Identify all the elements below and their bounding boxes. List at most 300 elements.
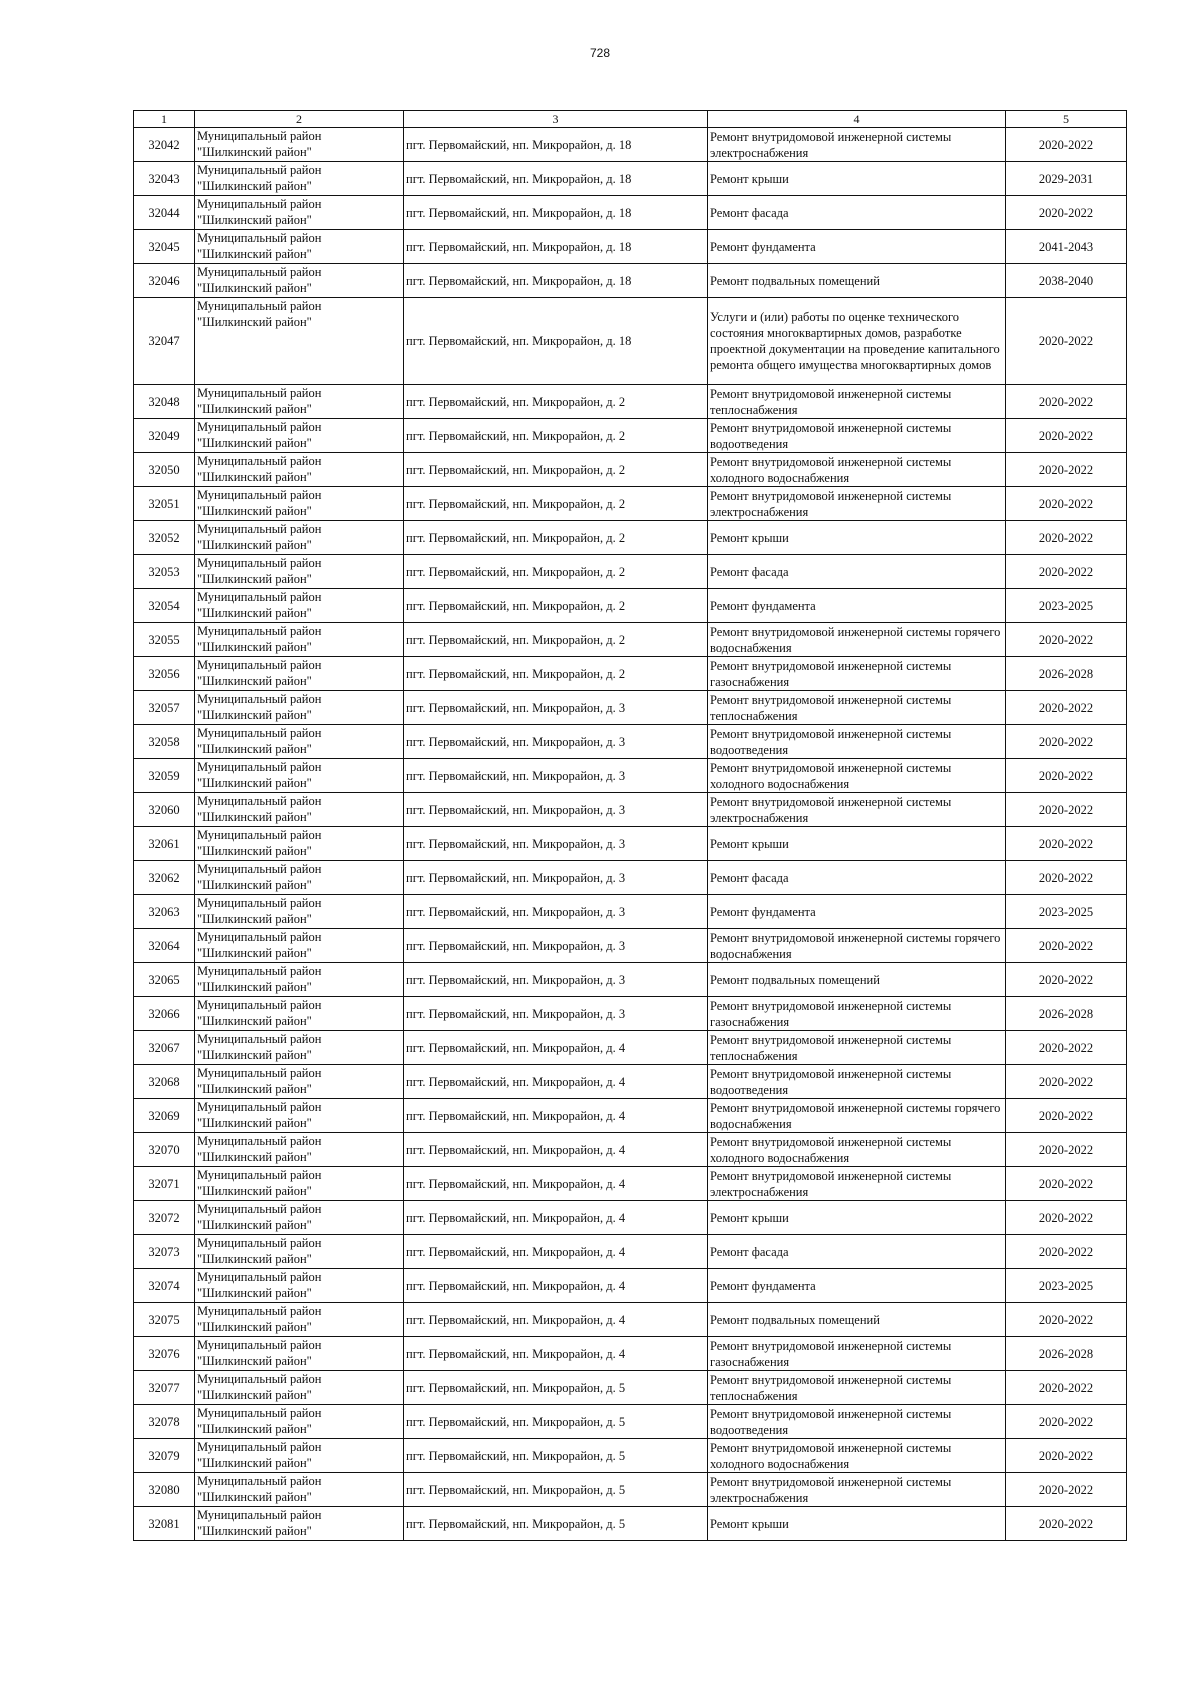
district-name-line: Муниципальный район <box>197 794 322 808</box>
table-row <box>134 929 1127 963</box>
work-type-cell: Ремонт внутридомовой инженерной системы водоотведения <box>708 725 1006 759</box>
district-cell <box>195 1201 404 1235</box>
period-cell: 2023-2025 <box>1006 895 1127 929</box>
table-row <box>134 895 1127 929</box>
row-number-cell: 32070 <box>134 1133 195 1167</box>
district-cell <box>195 521 404 555</box>
district-name-line: Муниципальный район <box>197 964 322 978</box>
district-name-line: "Шилкинский район" <box>197 912 312 926</box>
address-cell: пгт. Первомайский, нп. Микрорайон, д. 18 <box>404 196 708 230</box>
district-name-line: Муниципальный район <box>197 1406 322 1420</box>
district-name-line: Муниципальный район <box>197 1202 322 1216</box>
district-cell <box>195 487 404 521</box>
work-type-cell: Ремонт внутридомовой инженерной системы горячего водоснабжения <box>708 1099 1006 1133</box>
district-name-line: "Шилкинский район" <box>197 1014 312 1028</box>
row-number-cell: 32055 <box>134 623 195 657</box>
address-cell: пгт. Первомайский, нп. Микрорайон, д. 2 <box>404 623 708 657</box>
district-name-line: Муниципальный район <box>197 197 322 211</box>
address-cell: пгт. Первомайский, нп. Микрорайон, д. 4 <box>404 1099 708 1133</box>
work-type-cell: Ремонт подвальных помещений <box>708 963 1006 997</box>
work-type-cell: Ремонт внутридомовой инженерной системы электроснабжения <box>708 1167 1006 1201</box>
table-row <box>134 1201 1127 1235</box>
district-name-line: Муниципальный район <box>197 1508 322 1522</box>
work-type-cell: Ремонт внутридомовой инженерной системы электроснабжения <box>708 128 1006 162</box>
address-cell: пгт. Первомайский, нп. Микрорайон, д. 4 <box>404 1167 708 1201</box>
period-cell: 2020-2022 <box>1006 1303 1127 1337</box>
work-type-cell: Ремонт внутридомовой инженерной системы газоснабжения <box>708 997 1006 1031</box>
row-number-cell: 32044 <box>134 196 195 230</box>
period-cell: 2020-2022 <box>1006 725 1127 759</box>
district-name-line: Муниципальный район <box>197 1372 322 1386</box>
district-name-line: Муниципальный район <box>197 265 322 279</box>
table-row <box>134 264 1127 298</box>
district-name-line: "Шилкинский район" <box>197 436 312 450</box>
table-row <box>134 555 1127 589</box>
district-name-line: "Шилкинский район" <box>197 1218 312 1232</box>
address-cell: пгт. Первомайский, нп. Микрорайон, д. 18 <box>404 264 708 298</box>
period-cell: 2020-2022 <box>1006 691 1127 725</box>
work-type-cell: Ремонт подвальных помещений <box>708 1303 1006 1337</box>
district-name-line: "Шилкинский район" <box>197 213 312 227</box>
table-row <box>134 453 1127 487</box>
period-cell: 2020-2022 <box>1006 623 1127 657</box>
row-number-cell: 32076 <box>134 1337 195 1371</box>
table-row <box>134 162 1127 196</box>
district-name-line: "Шилкинский район" <box>197 572 312 586</box>
row-number-cell: 32074 <box>134 1269 195 1303</box>
period-cell: 2026-2028 <box>1006 997 1127 1031</box>
work-type-cell: Ремонт крыши <box>708 162 1006 196</box>
district-name-line: "Шилкинский район" <box>197 281 312 295</box>
address-cell: пгт. Первомайский, нп. Микрорайон, д. 3 <box>404 793 708 827</box>
work-type-cell: Ремонт фундамента <box>708 895 1006 929</box>
address-cell: пгт. Первомайский, нп. Микрорайон, д. 2 <box>404 453 708 487</box>
district-cell <box>195 895 404 929</box>
district-cell <box>195 861 404 895</box>
period-cell: 2029-2031 <box>1006 162 1127 196</box>
address-cell: пгт. Первомайский, нп. Микрорайон, д. 3 <box>404 725 708 759</box>
table-row <box>134 1303 1127 1337</box>
address-cell: пгт. Первомайский, нп. Микрорайон, д. 2 <box>404 589 708 623</box>
period-cell: 2020-2022 <box>1006 1065 1127 1099</box>
district-name-line: Муниципальный район <box>197 624 322 638</box>
address-cell: пгт. Первомайский, нп. Микрорайон, д. 3 <box>404 691 708 725</box>
table-row <box>134 1439 1127 1473</box>
district-name-line: "Шилкинский район" <box>197 878 312 892</box>
work-type-cell: Ремонт фасада <box>708 861 1006 895</box>
address-cell: пгт. Первомайский, нп. Микрорайон, д. 3 <box>404 827 708 861</box>
table-row <box>134 1337 1127 1371</box>
row-number-cell: 32067 <box>134 1031 195 1065</box>
table-row <box>134 657 1127 691</box>
district-cell <box>195 1303 404 1337</box>
period-cell: 2026-2028 <box>1006 1337 1127 1371</box>
address-cell: пгт. Первомайский, нп. Микрорайон, д. 4 <box>404 1031 708 1065</box>
work-type-cell: Ремонт внутридомовой инженерной системы электроснабжения <box>708 487 1006 521</box>
row-number-cell: 32064 <box>134 929 195 963</box>
period-cell: 2020-2022 <box>1006 298 1127 385</box>
table-row <box>134 1133 1127 1167</box>
district-name-line: Муниципальный район <box>197 420 322 434</box>
work-type-cell: Ремонт крыши <box>708 827 1006 861</box>
district-name-line: "Шилкинский район" <box>197 776 312 790</box>
district-name-line: Муниципальный район <box>197 1338 322 1352</box>
work-type-cell: Услуги и (или) работы по оценке технического состояния многоквартирных домов, разработке проектной документации на проведение капитального ремонта общего имущества многоквартирных домов <box>708 298 1006 385</box>
district-cell <box>195 1337 404 1371</box>
district-name-line: Муниципальный район <box>197 1168 322 1182</box>
address-cell: пгт. Первомайский, нп. Микрорайон, д. 3 <box>404 759 708 793</box>
district-name-line: "Шилкинский район" <box>197 470 312 484</box>
period-cell: 2020-2022 <box>1006 1439 1127 1473</box>
table-row <box>134 623 1127 657</box>
district-name-line: Муниципальный район <box>197 129 322 143</box>
table-row <box>134 793 1127 827</box>
row-number-cell: 32046 <box>134 264 195 298</box>
table-row <box>134 1167 1127 1201</box>
table-row <box>134 1371 1127 1405</box>
work-type-cell: Ремонт фундамента <box>708 589 1006 623</box>
district-name-line: Муниципальный район <box>197 1100 322 1114</box>
table-row <box>134 487 1127 521</box>
row-number-cell: 32078 <box>134 1405 195 1439</box>
work-type-cell: Ремонт внутридомовой инженерной системы теплоснабжения <box>708 691 1006 725</box>
address-cell: пгт. Первомайский, нп. Микрорайон, д. 3 <box>404 861 708 895</box>
district-cell <box>195 1507 404 1541</box>
work-type-cell: Ремонт крыши <box>708 1507 1006 1541</box>
district-name-line: Муниципальный район <box>197 488 322 502</box>
district-name-line: "Шилкинский район" <box>197 1048 312 1062</box>
district-name-line: Муниципальный район <box>197 1236 322 1250</box>
period-cell: 2038-2040 <box>1006 264 1127 298</box>
address-cell: пгт. Первомайский, нп. Микрорайон, д. 4 <box>404 1201 708 1235</box>
period-cell: 2020-2022 <box>1006 793 1127 827</box>
period-cell: 2026-2028 <box>1006 657 1127 691</box>
district-name-line: "Шилкинский район" <box>197 674 312 688</box>
work-type-cell: Ремонт фасада <box>708 555 1006 589</box>
row-number-cell: 32053 <box>134 555 195 589</box>
district-cell <box>195 725 404 759</box>
district-cell <box>195 128 404 162</box>
table-row <box>134 725 1127 759</box>
district-name-line: "Шилкинский район" <box>197 1184 312 1198</box>
row-number-cell: 32051 <box>134 487 195 521</box>
period-cell: 2020-2022 <box>1006 1405 1127 1439</box>
address-cell: пгт. Первомайский, нп. Микрорайон, д. 4 <box>404 1269 708 1303</box>
table-row <box>134 230 1127 264</box>
district-cell <box>195 1133 404 1167</box>
district-cell <box>195 1269 404 1303</box>
district-cell <box>195 793 404 827</box>
address-cell: пгт. Первомайский, нп. Микрорайон, д. 5 <box>404 1405 708 1439</box>
row-number-cell: 32058 <box>134 725 195 759</box>
work-type-cell: Ремонт внутридомовой инженерной системы теплоснабжения <box>708 1371 1006 1405</box>
district-name-line: "Шилкинский район" <box>197 1252 312 1266</box>
district-cell <box>195 1099 404 1133</box>
table-row <box>134 521 1127 555</box>
period-cell: 2020-2022 <box>1006 385 1127 419</box>
row-number-cell: 32066 <box>134 997 195 1031</box>
work-type-cell: Ремонт внутридомовой инженерной системы теплоснабжения <box>708 1031 1006 1065</box>
table-row <box>134 128 1127 162</box>
district-cell <box>195 623 404 657</box>
column-header: 3 <box>404 111 708 128</box>
row-number-cell: 32054 <box>134 589 195 623</box>
address-cell: пгт. Первомайский, нп. Микрорайон, д. 4 <box>404 1133 708 1167</box>
district-cell <box>195 827 404 861</box>
period-cell: 2020-2022 <box>1006 1473 1127 1507</box>
work-type-cell: Ремонт фундамента <box>708 1269 1006 1303</box>
work-type-cell: Ремонт внутридомовой инженерной системы холодного водоснабжения <box>708 759 1006 793</box>
district-cell <box>195 555 404 589</box>
work-type-cell: Ремонт внутридомовой инженерной системы газоснабжения <box>708 657 1006 691</box>
district-name-line: "Шилкинский район" <box>197 606 312 620</box>
row-number-cell: 32068 <box>134 1065 195 1099</box>
work-type-cell: Ремонт внутридомовой инженерной системы холодного водоснабжения <box>708 1133 1006 1167</box>
table-row <box>134 861 1127 895</box>
address-cell: пгт. Первомайский, нп. Микрорайон, д. 18 <box>404 128 708 162</box>
district-cell <box>195 657 404 691</box>
work-type-cell: Ремонт внутридомовой инженерной системы водоотведения <box>708 419 1006 453</box>
page-number: 728 <box>589 46 611 60</box>
district-cell <box>195 453 404 487</box>
table-row <box>134 827 1127 861</box>
district-cell <box>195 230 404 264</box>
district-name-line: Муниципальный район <box>197 1270 322 1284</box>
row-number-cell: 32071 <box>134 1167 195 1201</box>
district-name-line: "Шилкинский район" <box>197 980 312 994</box>
address-cell: пгт. Первомайский, нп. Микрорайон, д. 2 <box>404 385 708 419</box>
district-name-line: "Шилкинский район" <box>197 810 312 824</box>
district-name-line: "Шилкинский район" <box>197 1354 312 1368</box>
row-number-cell: 32057 <box>134 691 195 725</box>
district-name-line: Муниципальный район <box>197 1474 322 1488</box>
table-row <box>134 1031 1127 1065</box>
district-name-line: Муниципальный район <box>197 760 322 774</box>
address-cell: пгт. Первомайский, нп. Микрорайон, д. 18 <box>404 230 708 264</box>
row-number-cell: 32052 <box>134 521 195 555</box>
district-cell <box>195 759 404 793</box>
column-header: 1 <box>134 111 195 128</box>
address-cell: пгт. Первомайский, нп. Микрорайон, д. 18 <box>404 298 708 385</box>
district-cell <box>195 298 404 385</box>
table-row <box>134 1507 1127 1541</box>
table-row <box>134 1065 1127 1099</box>
registry-table-body <box>134 111 1127 1541</box>
district-name-line: "Шилкинский район" <box>197 1388 312 1402</box>
row-number-cell: 32061 <box>134 827 195 861</box>
period-cell: 2020-2022 <box>1006 1201 1127 1235</box>
period-cell: 2023-2025 <box>1006 1269 1127 1303</box>
row-number-cell: 32045 <box>134 230 195 264</box>
period-cell: 2020-2022 <box>1006 1133 1127 1167</box>
table-row <box>134 1099 1127 1133</box>
district-name-line: Муниципальный район <box>197 556 322 570</box>
work-type-cell: Ремонт крыши <box>708 521 1006 555</box>
district-cell <box>195 1371 404 1405</box>
district-name-line: Муниципальный район <box>197 692 322 706</box>
district-cell <box>195 589 404 623</box>
period-cell: 2020-2022 <box>1006 1371 1127 1405</box>
row-number-cell: 32056 <box>134 657 195 691</box>
row-number-cell: 32075 <box>134 1303 195 1337</box>
work-type-cell: Ремонт внутридомовой инженерной системы газоснабжения <box>708 1337 1006 1371</box>
district-cell <box>195 196 404 230</box>
work-type-cell: Ремонт внутридомовой инженерной системы теплоснабжения <box>708 385 1006 419</box>
work-type-cell: Ремонт фундамента <box>708 230 1006 264</box>
district-name-line: Муниципальный район <box>197 658 322 672</box>
district-name-line: Муниципальный район <box>197 299 322 313</box>
address-cell: пгт. Первомайский, нп. Микрорайон, д. 3 <box>404 997 708 1031</box>
period-cell: 2020-2022 <box>1006 419 1127 453</box>
district-name-line: "Шилкинский район" <box>197 538 312 552</box>
district-name-line: "Шилкинский район" <box>197 315 312 329</box>
district-name-line: Муниципальный район <box>197 828 322 842</box>
period-cell: 2020-2022 <box>1006 861 1127 895</box>
table-row <box>134 963 1127 997</box>
district-name-line: "Шилкинский район" <box>197 1320 312 1334</box>
row-number-cell: 32069 <box>134 1099 195 1133</box>
district-cell <box>195 1439 404 1473</box>
district-name-line: "Шилкинский район" <box>197 640 312 654</box>
row-number-cell: 32060 <box>134 793 195 827</box>
district-cell <box>195 963 404 997</box>
district-name-line: Муниципальный район <box>197 1032 322 1046</box>
address-cell: пгт. Первомайский, нп. Микрорайон, д. 3 <box>404 929 708 963</box>
district-cell <box>195 691 404 725</box>
district-name-line: "Шилкинский район" <box>197 1524 312 1538</box>
row-number-cell: 32059 <box>134 759 195 793</box>
table-row <box>134 1269 1127 1303</box>
district-name-line: "Шилкинский район" <box>197 1490 312 1504</box>
address-cell: пгт. Первомайский, нп. Микрорайон, д. 5 <box>404 1371 708 1405</box>
address-cell: пгт. Первомайский, нп. Микрорайон, д. 5 <box>404 1507 708 1541</box>
period-cell: 2020-2022 <box>1006 453 1127 487</box>
district-name-line: Муниципальный район <box>197 590 322 604</box>
row-number-cell: 32079 <box>134 1439 195 1473</box>
district-cell <box>195 162 404 196</box>
address-cell: пгт. Первомайский, нп. Микрорайон, д. 4 <box>404 1303 708 1337</box>
district-name-line: "Шилкинский район" <box>197 179 312 193</box>
work-type-cell: Ремонт внутридомовой инженерной системы горячего водоснабжения <box>708 929 1006 963</box>
district-cell <box>195 385 404 419</box>
address-cell: пгт. Первомайский, нп. Микрорайон, д. 5 <box>404 1439 708 1473</box>
table-row <box>134 1235 1127 1269</box>
district-cell <box>195 1235 404 1269</box>
address-cell: пгт. Первомайский, нп. Микрорайон, д. 2 <box>404 657 708 691</box>
row-number-cell: 32073 <box>134 1235 195 1269</box>
district-name-line: "Шилкинский район" <box>197 402 312 416</box>
column-header: 4 <box>708 111 1006 128</box>
district-name-line: Муниципальный район <box>197 930 322 944</box>
table-row <box>134 1473 1127 1507</box>
district-cell <box>195 929 404 963</box>
district-name-line: "Шилкинский район" <box>197 1150 312 1164</box>
address-cell: пгт. Первомайский, нп. Микрорайон, д. 3 <box>404 895 708 929</box>
period-cell: 2020-2022 <box>1006 963 1127 997</box>
row-number-cell: 32043 <box>134 162 195 196</box>
work-type-cell: Ремонт крыши <box>708 1201 1006 1235</box>
work-type-cell: Ремонт фасада <box>708 1235 1006 1269</box>
work-type-cell: Ремонт внутридомовой инженерной системы водоотведения <box>708 1405 1006 1439</box>
row-number-cell: 32062 <box>134 861 195 895</box>
address-cell: пгт. Первомайский, нп. Микрорайон, д. 2 <box>404 555 708 589</box>
district-name-line: Муниципальный район <box>197 386 322 400</box>
district-name-line: Муниципальный район <box>197 163 322 177</box>
work-type-cell: Ремонт внутридомовой инженерной системы холодного водоснабжения <box>708 1439 1006 1473</box>
row-number-cell: 32080 <box>134 1473 195 1507</box>
work-type-cell: Ремонт внутридомовой инженерной системы горячего водоснабжения <box>708 623 1006 657</box>
work-type-cell: Ремонт фасада <box>708 196 1006 230</box>
district-name-line: "Шилкинский район" <box>197 1082 312 1096</box>
row-number-cell: 32081 <box>134 1507 195 1541</box>
district-name-line: Муниципальный район <box>197 726 322 740</box>
repair-registry-table <box>133 110 1127 1541</box>
period-cell: 2041-2043 <box>1006 230 1127 264</box>
district-cell <box>195 1405 404 1439</box>
period-cell: 2020-2022 <box>1006 1031 1127 1065</box>
column-header: 2 <box>195 111 404 128</box>
table-row <box>134 298 1127 385</box>
period-cell: 2020-2022 <box>1006 1167 1127 1201</box>
period-cell: 2020-2022 <box>1006 521 1127 555</box>
period-cell: 2023-2025 <box>1006 589 1127 623</box>
row-number-cell: 32065 <box>134 963 195 997</box>
table-row <box>134 385 1127 419</box>
row-number-cell: 32072 <box>134 1201 195 1235</box>
district-name-line: Муниципальный район <box>197 522 322 536</box>
row-number-cell: 32047 <box>134 298 195 385</box>
district-name-line: Муниципальный район <box>197 231 322 245</box>
district-cell <box>195 997 404 1031</box>
address-cell: пгт. Первомайский, нп. Микрорайон, д. 2 <box>404 521 708 555</box>
row-number-cell: 32042 <box>134 128 195 162</box>
district-cell <box>195 264 404 298</box>
district-name-line: Муниципальный район <box>197 998 322 1012</box>
address-cell: пгт. Первомайский, нп. Микрорайон, д. 4 <box>404 1337 708 1371</box>
district-name-line: Муниципальный район <box>197 1440 322 1454</box>
district-name-line: Муниципальный район <box>197 454 322 468</box>
district-cell <box>195 1473 404 1507</box>
table-row <box>134 997 1127 1031</box>
district-name-line: "Шилкинский район" <box>197 946 312 960</box>
work-type-cell: Ремонт внутридомовой инженерной системы водоотведения <box>708 1065 1006 1099</box>
period-cell: 2020-2022 <box>1006 759 1127 793</box>
period-cell: 2020-2022 <box>1006 128 1127 162</box>
district-cell <box>195 419 404 453</box>
district-name-line: "Шилкинский район" <box>197 504 312 518</box>
period-cell: 2020-2022 <box>1006 1099 1127 1133</box>
district-name-line: Муниципальный район <box>197 862 322 876</box>
district-cell <box>195 1065 404 1099</box>
period-cell: 2020-2022 <box>1006 196 1127 230</box>
district-name-line: "Шилкинский район" <box>197 1116 312 1130</box>
work-type-cell: Ремонт внутридомовой инженерной системы электроснабжения <box>708 793 1006 827</box>
district-name-line: Муниципальный район <box>197 1304 322 1318</box>
district-name-line: "Шилкинский район" <box>197 1456 312 1470</box>
district-cell <box>195 1031 404 1065</box>
district-name-line: "Шилкинский район" <box>197 844 312 858</box>
row-number-cell: 32050 <box>134 453 195 487</box>
district-name-line: "Шилкинский район" <box>197 742 312 756</box>
work-type-cell: Ремонт внутридомовой инженерной системы холодного водоснабжения <box>708 453 1006 487</box>
table-row <box>134 1405 1127 1439</box>
period-cell: 2020-2022 <box>1006 555 1127 589</box>
district-name-line: Муниципальный район <box>197 1066 322 1080</box>
table-row <box>134 419 1127 453</box>
table-row <box>134 691 1127 725</box>
period-cell: 2020-2022 <box>1006 929 1127 963</box>
table-row <box>134 589 1127 623</box>
